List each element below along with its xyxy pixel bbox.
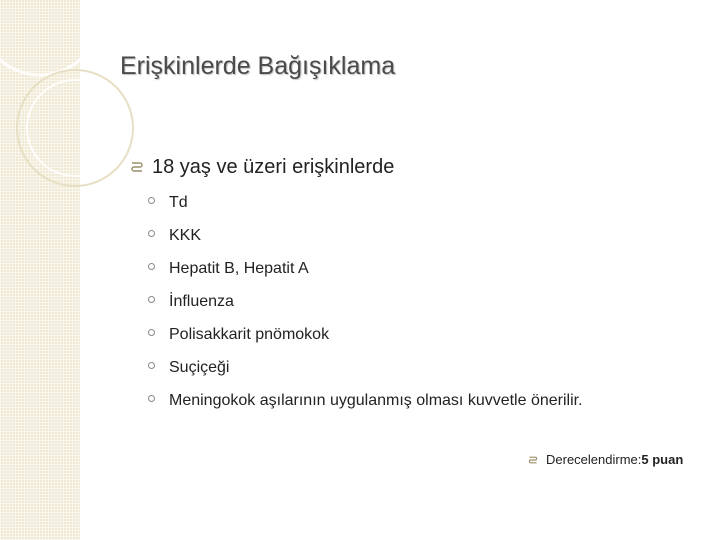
list-item: Hepatit B, Hepatit A bbox=[148, 258, 583, 291]
ring-bullet-icon bbox=[148, 296, 155, 303]
rating-label: Derecelendirme: bbox=[546, 452, 642, 467]
list-item: Polisakkarit pnömokok bbox=[148, 324, 583, 357]
rating-note bbox=[528, 452, 683, 467]
slide-title: Erişkinlerde Bağışıklama bbox=[120, 52, 396, 80]
scroll-bullet-icon bbox=[528, 455, 538, 465]
main-bullet bbox=[130, 156, 394, 179]
ring-bullet-icon bbox=[148, 197, 155, 204]
ring-bullet-icon bbox=[148, 329, 155, 336]
ring-bullet-icon bbox=[148, 362, 155, 369]
main-bullet-text: 18 yaş ve üzeri erişkinlerde bbox=[152, 156, 395, 178]
scroll-bullet-icon bbox=[130, 160, 144, 174]
list-item: İnfluenza bbox=[148, 291, 583, 324]
rating-value: 5 puan bbox=[641, 452, 684, 467]
list-item: Suçiçeği bbox=[148, 357, 583, 390]
ring-bullet-icon bbox=[148, 263, 155, 270]
sub-bullet-list bbox=[148, 192, 583, 423]
ring-bullet-icon bbox=[148, 395, 155, 402]
list-item: Meningokok aşılarının uygulanmış olması kuvvetle önerilir. bbox=[148, 390, 583, 423]
list-item: Td bbox=[148, 192, 583, 225]
ring-bullet-icon bbox=[148, 230, 155, 237]
list-item: KKK bbox=[148, 225, 583, 258]
